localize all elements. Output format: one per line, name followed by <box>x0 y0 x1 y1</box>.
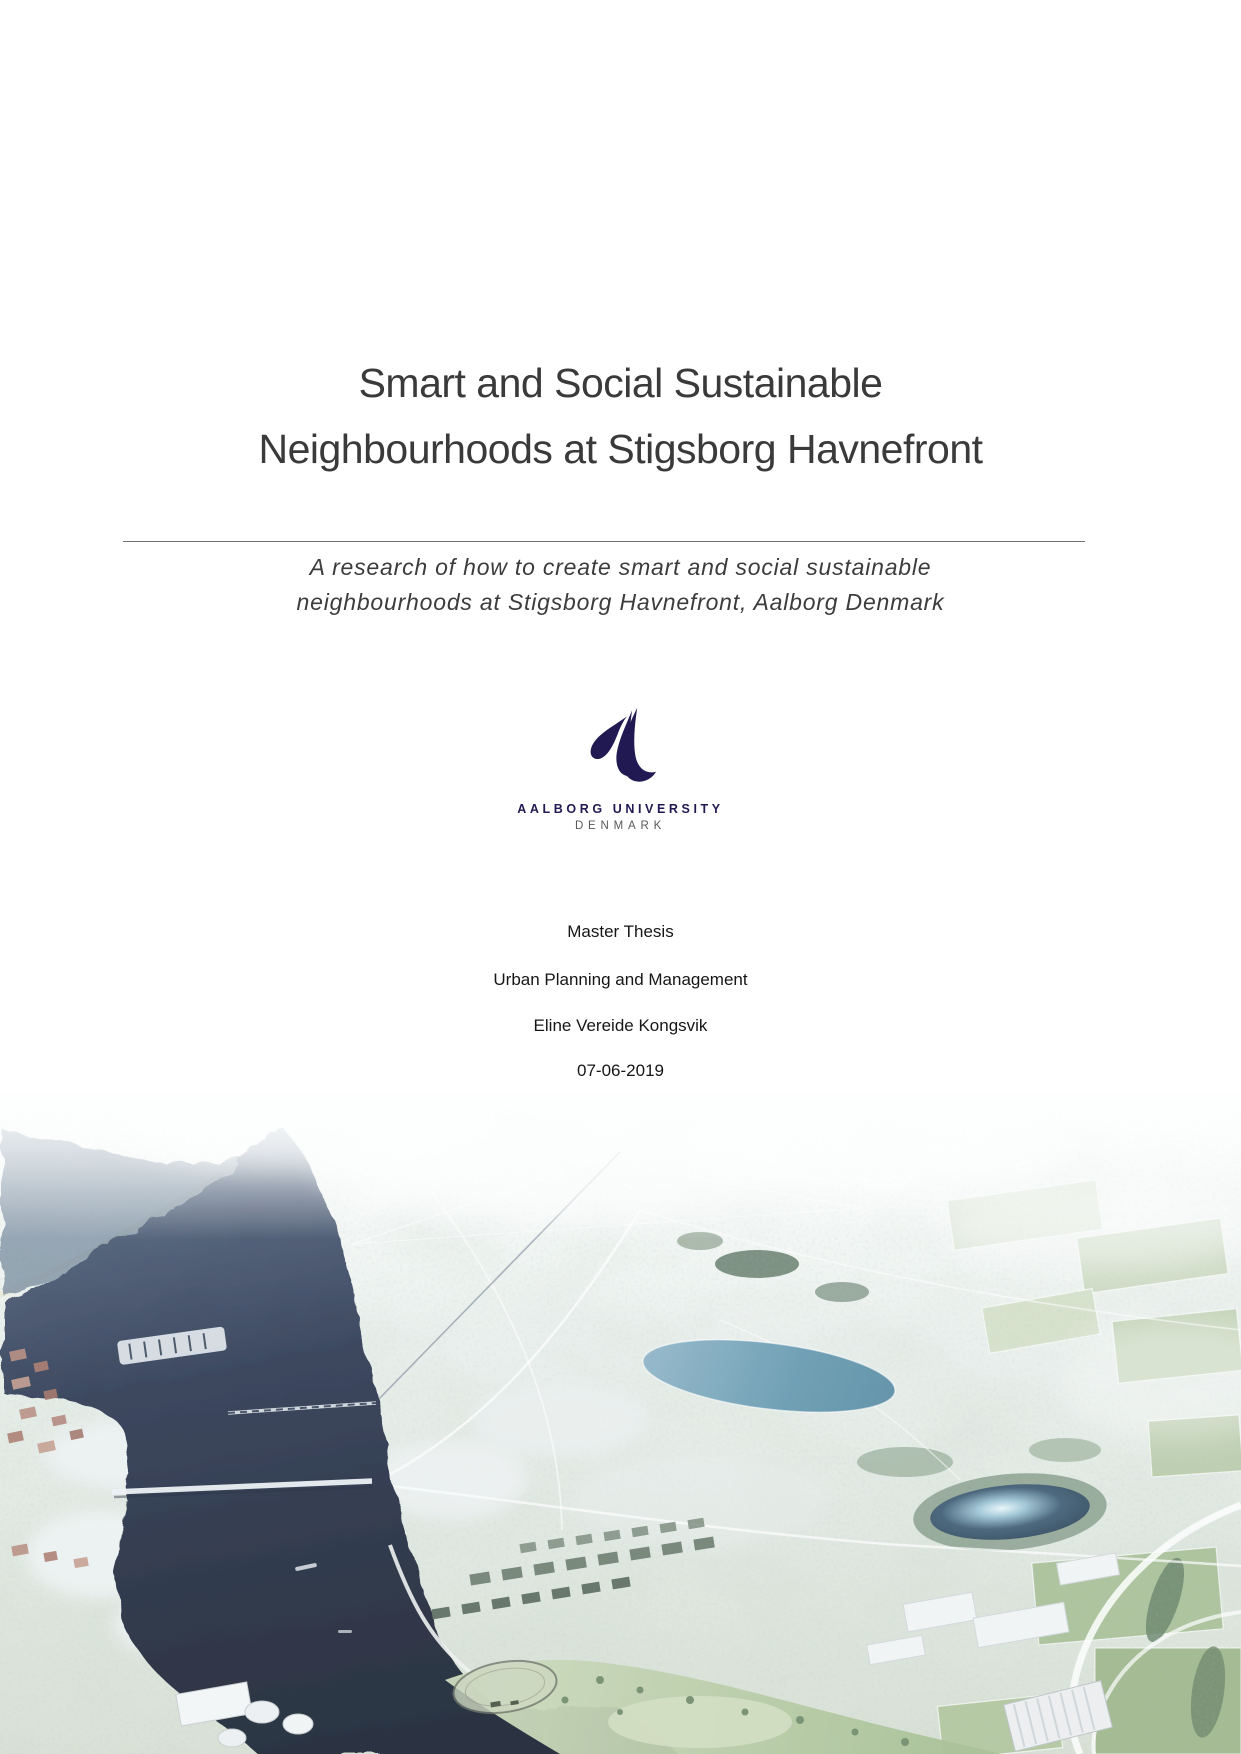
subtitle-line-2: neighbourhoods at Stigsborg Havnefront, Aalborg Denmark <box>296 589 945 615</box>
university-name: AALBORG UNIVERSITY <box>517 802 724 816</box>
university-country: DENMARK <box>574 820 667 832</box>
title-divider-line <box>123 541 1085 542</box>
subtitle-line-1: A research of how to create smart and social sustainable <box>309 554 932 580</box>
university-logo <box>0 706 1241 832</box>
title-line-2: Neighbourhoods at Stigsborg Havnefront <box>258 426 983 472</box>
page-title <box>0 350 1241 482</box>
cover-aerial-image <box>0 1094 1241 1754</box>
author-name: Eline Vereide Kongsvik <box>533 1016 708 1035</box>
atmospheric-haze <box>0 1094 1241 1754</box>
aalborg-university-logo-icon <box>578 706 664 788</box>
page-subtitle <box>0 550 1241 620</box>
thesis-type: Master Thesis <box>567 922 674 941</box>
programme-name: Urban Planning and Management <box>493 970 748 989</box>
submission-date: 07-06-2019 <box>577 1061 664 1080</box>
title-line-1: Smart and Social Sustainable <box>358 360 883 406</box>
